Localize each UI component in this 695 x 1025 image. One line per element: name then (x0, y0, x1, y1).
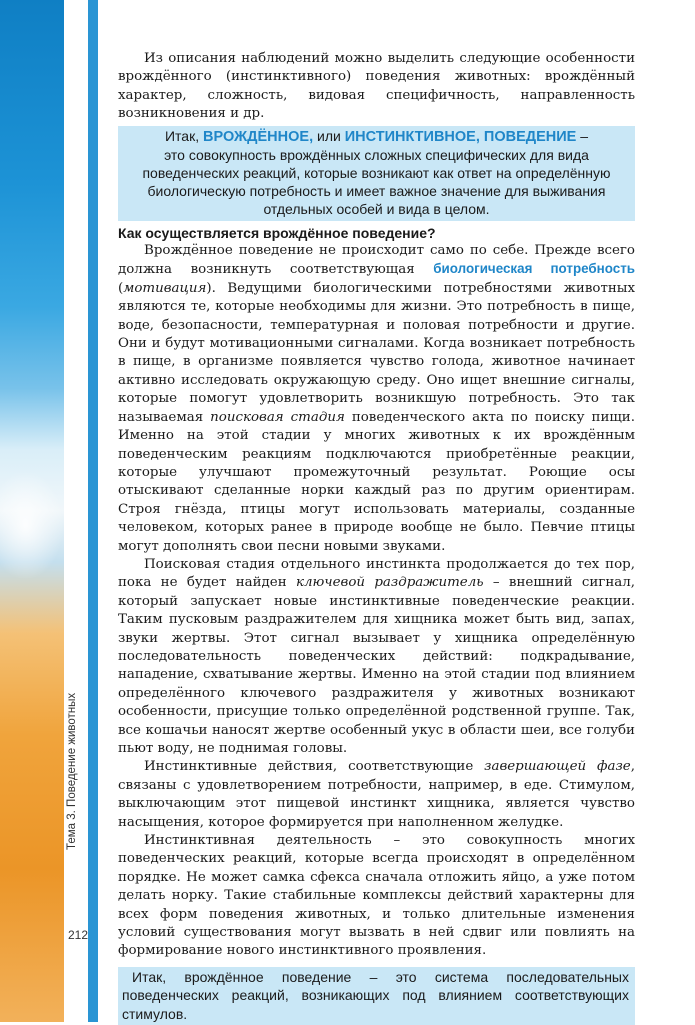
p2-text-a: Врождённое поведение не происходит само по себе. Прежде всего должна возникнуть соответствующая (118, 243, 635, 278)
paragraph-3 (118, 556, 635, 758)
topic-label: Тема 3. Поведение животных (66, 692, 78, 850)
p3-text-c: – внешний сигнал, который запускает новые инстинктивные поведенческие реакции. Таким пусковым раздражителем для хищника может быть вид, запах, звуки жертвы. Этот сигнал вызывает у хищника определённую последовательность поведенческих действий: подкрадывание, нападение, схватывание жертвы. Именно на этой стадии под влиянием определённого ключевого раздражителя у животных возникают особенности, присущие только определённой родственной группе. Так, все кошачьи наносят жертве особенный укус в области шеи, все голуби пьют воду, не поднимая головы. (118, 575, 635, 757)
term-search-stage: поисковая стадия (210, 409, 345, 425)
definition-dash: – (576, 127, 588, 144)
term-motivation: мотивация (123, 280, 207, 296)
blue-stripe (88, 0, 98, 1022)
paragraph-2 (118, 242, 635, 556)
margin-stripe (64, 0, 88, 1022)
summary-box: Итак, врождённое поведение – это система последовательных поведенческих реакций, возникающих под влиянием соответствующих стимулов. (118, 967, 635, 1025)
definition-term-1: ВРОЖДЁННОЕ, (203, 128, 314, 145)
cloud-decoration (0, 470, 64, 580)
p4-text-c: , связаны с удовлетворением потребности, например, в еде. Стимулом, выключающим этот пищевой инстинкт хищника, является чувство насыщения, которое формируется при наполненном желудке. (118, 759, 635, 830)
term-final-phase: завершающей фазе (484, 759, 631, 775)
paragraph-5: Инстинктивная деятельность – это совокупность многих поведенческих реакций, которые всегда происходят в определённом порядке. Не может самка сфекса сначала отложить яйцо, а уже потом делать норку. Такие стабильные комплексы действий характерны для всех форм поведения животных, и только длительные изменения условий существования могут вызвать в ней сдвиг или повлиять на формирование нового инстинктивного проявления. (118, 833, 635, 959)
paragraph-4 (118, 758, 635, 832)
term-biological-need: биологическая потребность (433, 261, 636, 277)
p2-text-c: ( (118, 280, 124, 296)
p2-text-g: поведенческого акта по поиску пищи. Именно на этой стадии у многих животных к их врождённым поведенческим реакциям подключаются приобретённые реакции, которые улучшают промежуточный результат. Роющие осы отыскивают сделанные норки каждый раз по другим ориентирам. Строя гнёзда, птицы могут использовать материалы, созданные человеком, которых ранее в природе вообще не было. Певчие птицы могут дополнять свои песни новыми звуками. (118, 409, 635, 554)
definition-or: или (313, 127, 345, 144)
p2-text-e: ). Ведущими биологическими потребностями животных являются те, которые необходимы для жизни. Это потребность в пище, воде, безопасности, температурная и половая потребности и другие. Они и будут мотивационными сигналами. Когда возникает потребность в пище, в организме появляется чувство голода, животное начинает активно исследовать окружающую среду. Оно ищет внешние сигналы, которые помогут удовлетворить возникшую потребность. Это так называемая (118, 280, 635, 425)
term-key-stimulus: ключевой раздражитель (295, 575, 484, 591)
sidebar-image (0, 0, 64, 1022)
page-content (118, 50, 635, 1025)
definition-box (118, 126, 635, 221)
section-heading: Как осуществляется врождённое поведение? (118, 224, 436, 241)
definition-body: это совокупность врождённых сложных специфических для вида поведенческих реакций, которые возникают как ответ на определённую биологическую потребность и имеет важное значение для выживания отдельных особей и вида в целом. (142, 146, 611, 218)
intro-paragraph: Из описания наблюдений можно выделить следующие особенности врождённого (инстинктивного) поведения животных: врождённый характер, сложность, видовая специфичность, направленность возникновения и др. (118, 51, 635, 122)
definition-lead: Итак, (164, 127, 203, 144)
page-number: 212 (68, 928, 89, 942)
p3-text-a: Поисковая стадия отдельного инстинкта продолжается до тех пор, пока не будет найден (118, 556, 635, 591)
definition-term-2: ИНСТИНКТИВНОЕ, ПОВЕДЕНИЕ (344, 128, 577, 145)
p4-text-a: Инстинктивные действия, соответствующие (144, 759, 485, 775)
